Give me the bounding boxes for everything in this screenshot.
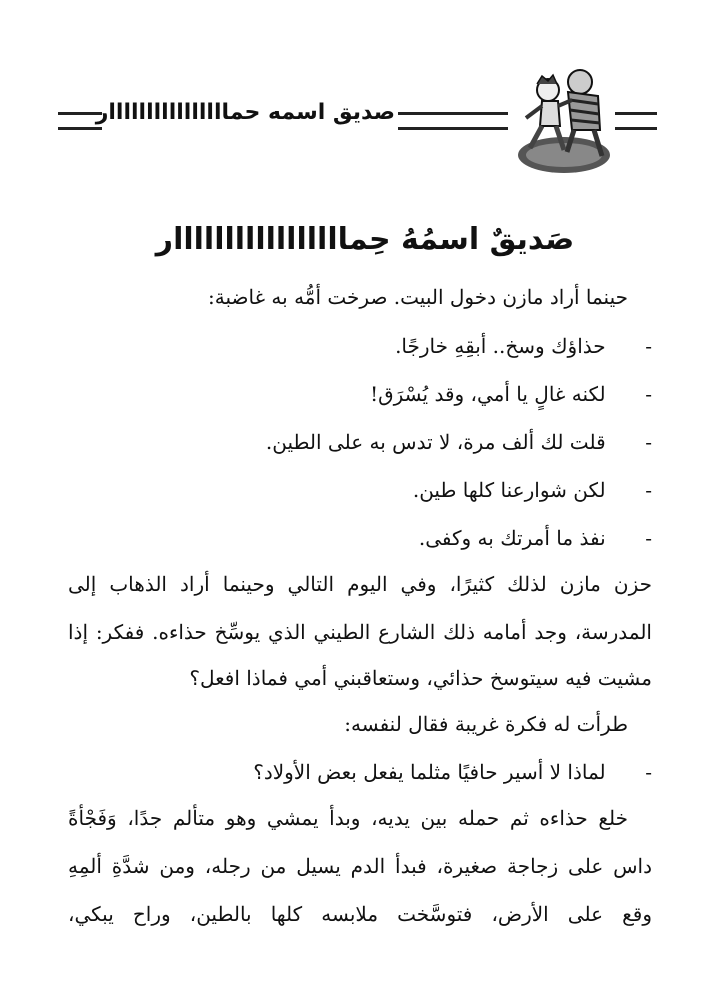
running-title: صديق اسمه حماااااااااااااااار bbox=[95, 100, 395, 125]
header-rule-middle bbox=[398, 112, 508, 130]
dialogue-line-5 bbox=[419, 526, 652, 550]
bullet-mark: - bbox=[645, 526, 652, 550]
dialogue-text: قلت لك ألف مرة، لا تدس به على الطين. bbox=[265, 430, 606, 454]
bullet-mark: - bbox=[645, 478, 652, 502]
bullet-mark: - bbox=[645, 430, 652, 454]
text-line-p4: طرأت له فكرة غريبة فقال لنفسه: bbox=[344, 712, 628, 736]
text-line-p6: داس على زجاجة صغيرة، فبدأ الدم يسيل من رجله، ومن شدَّةِ ألمِهِ bbox=[68, 854, 652, 878]
dialogue-text: نفذ ما أمرتك به وكفى. bbox=[418, 526, 606, 550]
text-line-p7: وقع على الأرض، فتوسَّخت ملابسه كلها بالطين، وراح يبكي، bbox=[68, 902, 652, 926]
boy-and-thief-illustration-icon bbox=[512, 60, 612, 175]
dialogue-text: لماذا لا أسير حافيًا مثلما يفعل بعض الأولاد؟ bbox=[253, 760, 606, 784]
header-rule-right bbox=[615, 112, 657, 130]
dialogue-line-2 bbox=[370, 382, 652, 406]
bullet-mark: - bbox=[645, 334, 652, 358]
bullet-mark: - bbox=[645, 760, 652, 784]
text-line-1: حينما أراد مازن دخول البيت. صرخت أمُّه به غاضبة: bbox=[208, 285, 628, 309]
dialogue-text: لكنه غالٍ يا أمي، وقد يُسْرَق! bbox=[370, 382, 606, 406]
dialogue-line-1 bbox=[395, 334, 652, 358]
dialogue-line-3 bbox=[266, 430, 652, 454]
dialogue-line-6 bbox=[253, 760, 652, 784]
page-header bbox=[50, 60, 660, 180]
text-line-p5: خلع حذاءه ثم حمله بين يديه، وبدأ يمشي وهو متألم جدًا، وَفَجْأةً bbox=[68, 806, 628, 830]
bullet-mark: - bbox=[645, 382, 652, 406]
dialogue-text: حذاؤك وسخ.. أبقِهِ خارجًا. bbox=[395, 334, 606, 358]
chapter-title: صَديقٌ اسمُهُ حِمااااااااااااااااار bbox=[155, 222, 575, 257]
text-line-p3: مشيت فيه سيتوسخ حذائي، وستعاقبني أمي فماذا افعل؟ bbox=[189, 666, 652, 690]
dialogue-line-4 bbox=[413, 478, 652, 502]
text-line-p2: المدرسة، وجد أمامه ذلك الشارع الطيني الذي يوسِّخ حذاءه. ففكر: إذا bbox=[68, 620, 652, 644]
dialogue-text: لكن شوارعنا كلها طين. bbox=[412, 478, 606, 502]
text-line-p1: حزن مازن لذلك كثيرًا، وفي اليوم التالي وحينما أراد الذهاب إلى bbox=[68, 572, 652, 596]
